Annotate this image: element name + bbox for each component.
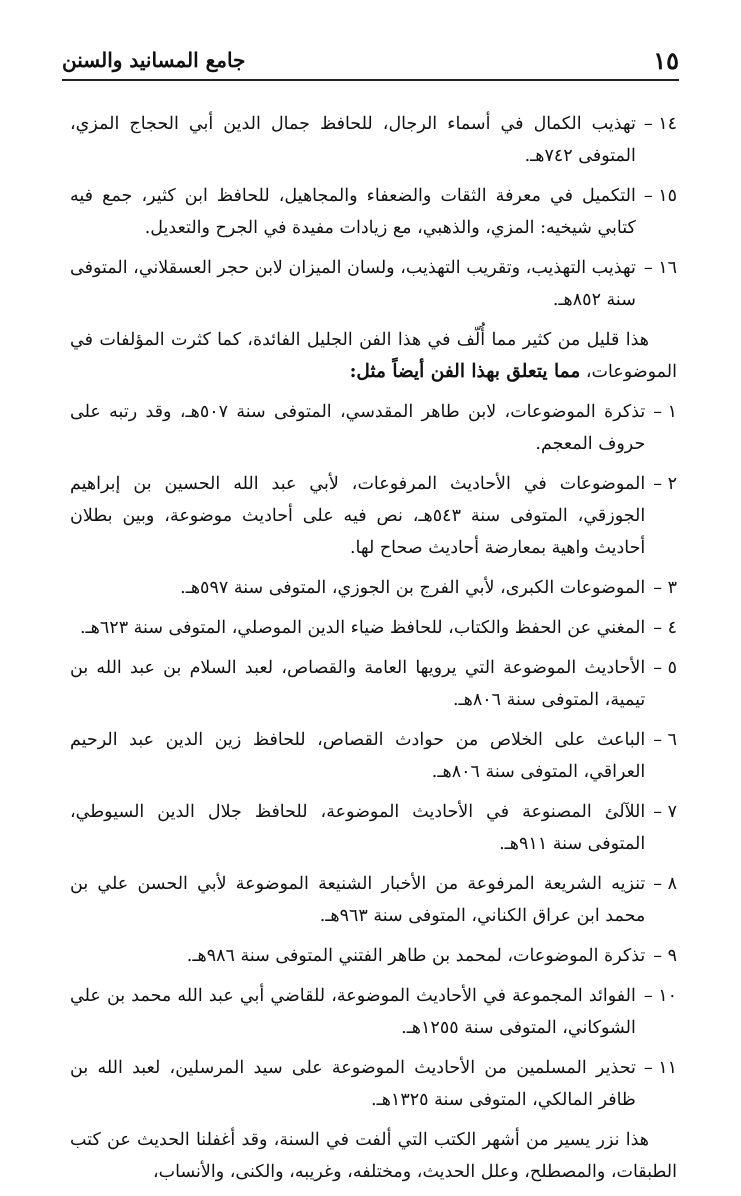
list-item bbox=[70, 868, 677, 932]
item-text: اللآلئ المصنوعة في الأحاديث الموضوعة، للحافظ جلال الدين السيوطي، المتوفى سنة ٩١١هـ. bbox=[70, 802, 646, 854]
item-text: الأحاديث الموضوعة التي يرويها العامة والقصاص، لعبد السلام بن عبد الله بن تيمية، المتوفى سنة ٨٠٦هـ. bbox=[70, 658, 646, 710]
intro-paragraph-text: هذا قليل من كثير مما أُلّف في هذا الفن الجليل الفائدة، كما كثرت المؤلفات في الموضوعات، bbox=[70, 330, 677, 382]
list-item bbox=[70, 980, 677, 1044]
list-item bbox=[70, 940, 677, 972]
item-number: ١٠ – bbox=[643, 986, 677, 1006]
item-number: ١٤ – bbox=[643, 114, 677, 134]
list-item bbox=[70, 180, 677, 244]
item-text: الباعث على الخلاص من حوادث القصاص، للحافظ زين الدين عبد الرحيم العراقي، المتوفى سنة ٨٠٦هـ. bbox=[70, 730, 646, 782]
item-number: ٢ – bbox=[653, 474, 677, 494]
list-item bbox=[70, 252, 677, 316]
closing-paragraph-text: هذا نزر يسير من أشهر الكتب التي ألفت في السنة، وقد أغفلنا الحديث عن كتب الطبقات، والمصطلح، وعلل الحديث، ومختلفه، وغريبه، والكنى، والأنساب، bbox=[70, 1130, 677, 1182]
header-rule bbox=[62, 79, 679, 81]
item-number: ٩ – bbox=[653, 946, 677, 966]
item-number: ٤ – bbox=[653, 618, 677, 638]
item-number: ٨ – bbox=[653, 874, 677, 894]
book-list-mawduat bbox=[70, 396, 677, 1116]
running-title: جامع المسانيد والسنن bbox=[62, 48, 246, 72]
list-item bbox=[70, 108, 677, 172]
item-text: المغني عن الحفظ والكتاب، للحافظ ضياء الدين الموصلي، المتوفى سنة ٦٢٣هـ. bbox=[79, 618, 646, 638]
page-number: ١٥ bbox=[653, 46, 679, 75]
item-text: الموضوعات في الأحاديث المرفوعات، لأبي عبد الله الحسين بن إبراهيم الجوزقي، المتوفى سنة ٥٤٣هـ، نص فيه على أحاديث موضوعة، وبين بطلان أحاديث واهية بمعارضة أحاديث صحاح لها. bbox=[70, 474, 646, 558]
item-text: تذكرة الموضوعات، لمحمد بن طاهر الفتني المتوفى سنة ٩٨٦هـ. bbox=[186, 946, 646, 966]
book-list-rijal bbox=[70, 108, 677, 316]
item-text: تهذيب التهذيب، وتقريب التهذيب، ولسان الميزان لابن حجر العسقلاني، المتوفى سنة ٨٥٢هـ. bbox=[70, 258, 636, 310]
item-number: ١٦ – bbox=[643, 258, 677, 278]
page-body bbox=[70, 108, 677, 1196]
list-item bbox=[70, 652, 677, 716]
list-item bbox=[70, 796, 677, 860]
item-text: الموضوعات الكبرى، لأبي الفرج بن الجوزي، المتوفى سنة ٥٩٧هـ. bbox=[180, 578, 646, 598]
item-text: الفوائد المجموعة في الأحاديث الموضوعة، للقاضي أبي عبد الله محمد بن علي الشوكاني، المتوفى سنة ١٢٥٥هـ. bbox=[70, 986, 636, 1038]
item-text: تنزيه الشريعة المرفوعة من الأخبار الشنيعة الموضوعة لأبي الحسن علي بن محمد ابن عراق الكناني، المتوفى سنة ٩٦٣هـ. bbox=[70, 874, 646, 926]
closing-paragraph bbox=[70, 1124, 677, 1188]
item-number: ١١ – bbox=[643, 1058, 677, 1078]
item-text: التكميل في معرفة الثقات والضعفاء والمجاهيل، للحافظ ابن كثير، جمع فيه كتابي شيخيه: المزي، والذهبي، مع زيادات مفيدة في الجرح والتعديل. bbox=[70, 186, 636, 238]
item-text: تحذير المسلمين من الأحاديث الموضوعة على سيد المرسلين، لعبد الله بن ظافر المالكي، المتوفى سنة ١٣٢٥هـ. bbox=[70, 1058, 636, 1110]
item-number: ٧ – bbox=[653, 802, 677, 822]
item-number: ٥ – bbox=[653, 658, 677, 678]
page-header bbox=[62, 46, 679, 80]
list-item bbox=[70, 396, 677, 460]
list-item bbox=[70, 468, 677, 564]
list-item bbox=[70, 724, 677, 788]
intro-paragraph-bold: مما يتعلق بهذا الفن أيضاً مثل: bbox=[349, 361, 581, 382]
item-number: ٣ – bbox=[653, 578, 677, 598]
intro-paragraph bbox=[70, 324, 677, 388]
item-number: ١٥ – bbox=[643, 186, 677, 206]
item-number: ١ – bbox=[653, 402, 677, 422]
list-item bbox=[70, 572, 677, 604]
list-item bbox=[70, 612, 677, 644]
item-text: تذكرة الموضوعات، لابن طاهر المقدسي، المتوفى سنة ٥٠٧هـ، وقد رتبه على حروف المعجم. bbox=[70, 402, 646, 454]
item-text: تهذيب الكمال في أسماء الرجال، للحافظ جمال الدين أبي الحجاج المزي، المتوفى ٧٤٢هـ. bbox=[70, 114, 636, 166]
list-item bbox=[70, 1052, 677, 1116]
item-number: ٦ – bbox=[653, 730, 677, 750]
